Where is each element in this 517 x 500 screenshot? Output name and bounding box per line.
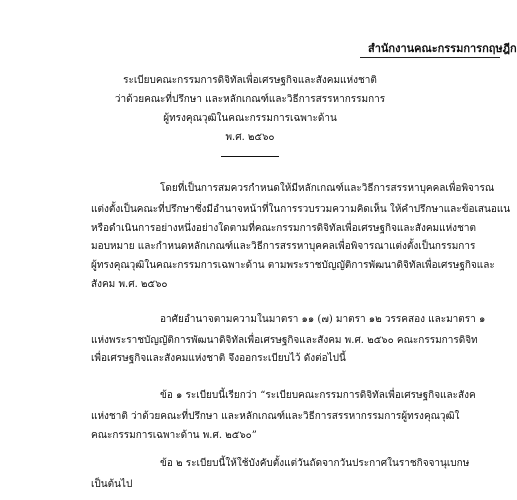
regulation-year: พ.ศ. ๒๕๖๐ xyxy=(225,132,275,143)
regulation-title-line-1: ระเบียบคณะกรรมการดิจิทัลเพื่อเศรษฐกิจและสังคมแห่งชาติ xyxy=(123,75,377,86)
authority-line: เพื่อเศรษฐกิจและสังคมแห่งชาติ จึงออกระเบียบไว้ ดังต่อไปนี้ xyxy=(91,353,346,364)
clause-2-line: ข้อ ๒ ระเบียบนี้ให้ใช้บังคับตั้งแต่วันถัดจากวันประกาศในราชกิจจานุเบกษ xyxy=(160,458,470,469)
clause-1-line: ข้อ ๑ ระเบียบนี้เรียกว่า “ระเบียบคณะกรรมการดิจิทัลเพื่อเศรษฐกิจและสังค xyxy=(160,390,476,401)
regulation-title-line-2: ว่าด้วยคณะที่ปรึกษา และหลักเกณฑ์และวิธีการสรรหากรรมการ xyxy=(114,94,386,105)
authority-line: อาศัยอำนาจตามความในมาตรา ๑๑ (๗) มาตรา ๑๒ วรรคสอง และมาตรา ๑ xyxy=(160,314,486,325)
authority-line: แห่งพระราชบัญญัติการพัฒนาดิจิทัลเพื่อเศรษฐกิจและสังคม พ.ศ. ๒๕๖๐ คณะกรรมการดิจิท xyxy=(91,335,478,346)
preamble-line: หรือดำเนินการอย่างหนึ่งอย่างใดตามที่คณะกรรมการดิจิทัลเพื่อเศรษฐกิจและสังคมแห่งชาต xyxy=(91,223,476,234)
clause-2-line: เป็นต้นไป xyxy=(91,479,133,490)
clause-1-line: คณะกรรมการเฉพาะด้าน พ.ศ. ๒๕๖๐” xyxy=(91,430,257,441)
preamble-line: แต่งตั้งเป็นคณะที่ปรึกษาซึ่งมีอำนาจหน้าที่ในการรวบรวมความคิดเห็น ให้คำปรึกษาและข้อเสนอแน xyxy=(91,204,511,215)
header-underline xyxy=(360,57,500,58)
title-divider xyxy=(221,156,279,157)
office-header: สำนักงานคณะกรรมการกฤษฎีก xyxy=(368,42,517,55)
regulation-title-line-3: ผู้ทรงคุณวุฒิในคณะกรรมการเฉพาะด้าน xyxy=(163,113,337,124)
preamble-line: มอบหมาย และกำหนดหลักเกณฑ์และวิธีการสรรหาบุคคลเพื่อพิจารณาแต่งตั้งเป็นกรรมการ xyxy=(91,241,476,252)
preamble-line: โดยที่เป็นการสมควรกำหนดให้มีหลักเกณฑ์และวิธีการสรรหาบุคคลเพื่อพิจารณ xyxy=(160,183,495,194)
clause-1-line: แห่งชาติ ว่าด้วยคณะที่ปรึกษา และหลักเกณฑ์และวิธีการสรรหากรรมการผู้ทรงคุณวุฒิใ xyxy=(91,411,460,422)
preamble-line: สังคม พ.ศ. ๒๕๖๐ xyxy=(91,279,168,290)
preamble-line: ผู้ทรงคุณวุฒิในคณะกรรมการเฉพาะด้าน ตามพระราชบัญญัติการพัฒนาดิจิทัลเพื่อเศรษฐกิจและ xyxy=(91,260,495,271)
